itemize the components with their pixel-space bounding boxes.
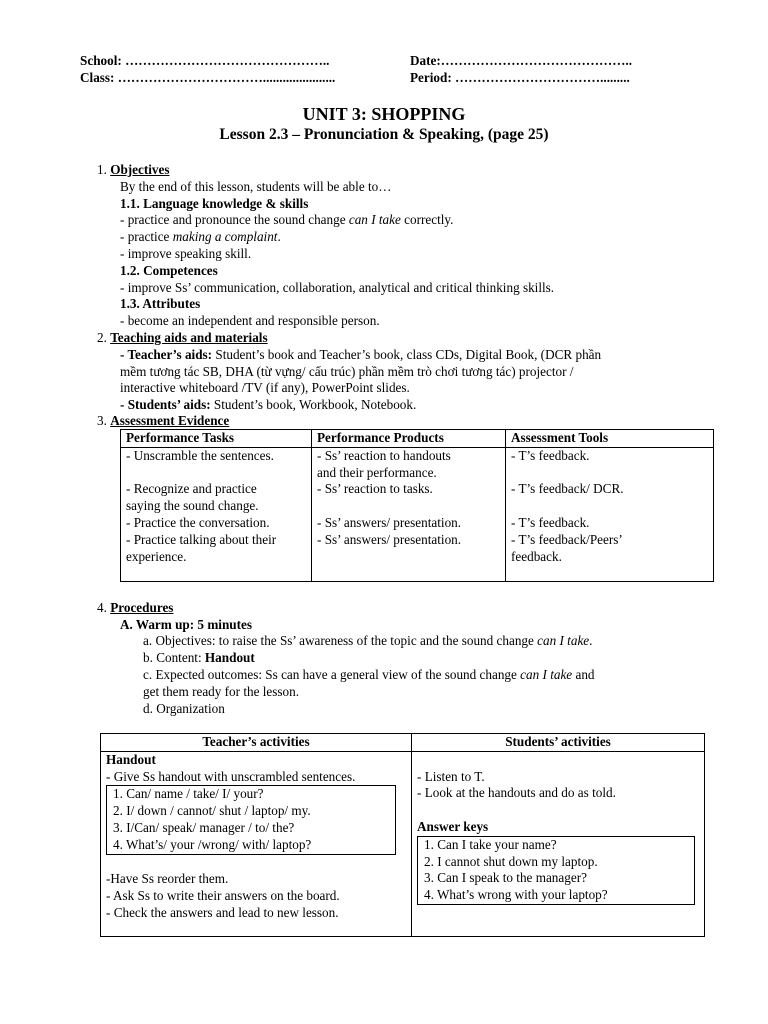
section-1-3: 1.3. Attributes: [120, 296, 201, 311]
objective-line-3: - improve speaking skill.: [120, 246, 252, 261]
class-field: [80, 69, 335, 86]
scrambled-sentence: 1. Can/ name / take/ I/ your?: [113, 786, 264, 802]
answer-key: 3. Can I speak to the manager?: [424, 870, 587, 886]
students-aids-label: - Students’ aids:: [120, 397, 211, 412]
date-dots: ……………………………………..: [440, 53, 632, 68]
tool-line: feedback.: [511, 548, 562, 564]
assessment-heading: [97, 412, 229, 429]
period-label: Period:: [410, 70, 452, 85]
task-line: - Practice the conversation.: [126, 514, 270, 530]
school-field: [80, 52, 329, 69]
give-handout-line: - Give Ss handout with unscrambled sentences.: [106, 768, 356, 784]
answer-keys-box: [417, 836, 695, 905]
students-activities-cell: [412, 751, 705, 936]
product-line: - Ss’ answers/ presentation.: [317, 514, 462, 530]
activities-table: [100, 733, 705, 937]
teacher-aids-line-2: mềm tương tác SB, DHA (từ vựng/ cấu trúc) phần mềm trò chơi tương tác) projector /: [120, 364, 574, 379]
objectives-heading: [97, 161, 170, 178]
assessment-header-tasks: Performance Tasks: [121, 430, 312, 448]
student-step: - Listen to T.: [417, 768, 485, 784]
objective-line-2-text: - practice: [120, 229, 173, 244]
warmup-objectives-end: .: [589, 633, 593, 648]
warmup-organization: d. Organization: [143, 701, 225, 716]
students-aids-text: Student’s book, Workbook, Notebook.: [210, 397, 417, 412]
objectives-title: Objectives: [110, 162, 170, 177]
scrambled-sentence: 2. I/ down / cannot/ shut / laptop/ my.: [113, 803, 311, 819]
teacher-step: -Have Ss reorder them.: [106, 871, 229, 887]
students-activities-header: Students’ activities: [412, 734, 705, 752]
objective-line-2-em: making a complaint: [172, 229, 278, 244]
products-cell: [312, 447, 506, 581]
date-field: [410, 52, 632, 69]
date-label: Date:: [410, 53, 441, 68]
teacher-aids-text: Student’s book and Teacher’s book, class CDs, Digital Book, (DCR phần: [212, 347, 602, 362]
objective-line-1-text: - practice and pronounce the sound change: [120, 212, 349, 227]
warmup-outcomes-em: can I take: [520, 667, 573, 682]
students-aids-line: [120, 396, 416, 413]
answer-key: 4. What’s wrong with your laptop?: [424, 887, 608, 903]
warmup-outcomes-line-2: get them ready for the lesson.: [143, 684, 300, 699]
class-dots: ……………………………......................: [114, 70, 336, 85]
task-line: - Practice talking about their: [126, 531, 277, 547]
answer-key: 2. I cannot shut down my laptop.: [424, 853, 598, 869]
assessment-table: [120, 429, 714, 582]
tasks-cell: [121, 447, 312, 581]
assessment-header-tools: Assessment Tools: [506, 430, 714, 448]
period-dots: …………………………….........: [451, 70, 630, 85]
assessment-title: Assessment Evidence: [110, 413, 230, 428]
teacher-activities-header: Teacher’s activities: [101, 734, 412, 752]
aids-number: 2.: [97, 330, 111, 345]
warmup-outcomes: [143, 666, 595, 683]
scrambled-sentence: 3. I/Can/ speak/ manager / to/ the?: [113, 819, 295, 835]
task-line: - Recognize and practice: [126, 481, 257, 497]
school-label: School:: [80, 53, 122, 68]
warmup-content-label: b. Content:: [143, 650, 205, 665]
handout-label: Handout: [106, 751, 156, 767]
objectives-number: 1.: [97, 162, 111, 177]
objective-line-1: [120, 211, 453, 228]
competences-line: - improve Ss’ communication, collaboration, analytical and critical thinking skills.: [120, 280, 555, 295]
teacher-aids-label: - Teacher’s aids:: [120, 347, 213, 362]
procedures-title: Procedures: [110, 600, 174, 615]
tool-line: - T’s feedback.: [511, 514, 590, 530]
product-line: - Ss’ reaction to handouts: [317, 447, 451, 463]
procedures-number: 4.: [97, 600, 111, 615]
product-line: - Ss’ reaction to tasks.: [317, 481, 433, 497]
aids-heading: [97, 329, 268, 346]
teacher-aids-line-3: interactive whiteboard /TV (if any), PowerPoint slides.: [120, 380, 410, 395]
objectives-intro: By the end of this lesson, students will be able to…: [120, 179, 392, 194]
teacher-step: - Check the answers and lead to new lesson.: [106, 904, 339, 920]
school-dots: ………………………………………..: [121, 53, 330, 68]
objective-line-1-em: can I take: [348, 212, 401, 227]
warmup-objectives-em: can I take: [537, 633, 590, 648]
warmup-content: [143, 649, 255, 666]
assessment-number: 3.: [97, 413, 111, 428]
class-label: Class:: [80, 70, 115, 85]
scrambled-sentence: 4. What’s/ your /wrong/ with/ laptop?: [113, 836, 312, 852]
teacher-step: - Ask Ss to write their answers on the board.: [106, 888, 340, 904]
aids-title: Teaching aids and materials: [110, 330, 268, 345]
warmup-heading: A. Warm up: 5 minutes: [120, 617, 253, 632]
task-line: saying the sound change.: [126, 498, 259, 514]
scrambled-sentences-box: [106, 785, 396, 854]
attributes-line: - become an independent and responsible person.: [120, 313, 380, 328]
task-line: experience.: [126, 548, 187, 564]
warmup-content-value: Handout: [204, 650, 255, 665]
student-step: - Look at the handouts and do as told.: [417, 785, 616, 801]
product-line: - Ss’ answers/ presentation.: [317, 531, 462, 547]
procedures-heading: [97, 599, 173, 616]
page-title: UNIT 3: SHOPPING: [302, 104, 466, 124]
tool-line: - T’s feedback/Peers’: [511, 531, 623, 547]
tool-line: - T’s feedback/ DCR.: [511, 481, 624, 497]
answer-key: 1. Can I take your name?: [424, 836, 557, 852]
period-field: [410, 69, 630, 86]
objective-line-1-end: correctly.: [400, 212, 454, 227]
objective-line-2-end: .: [277, 229, 281, 244]
tool-line: - T’s feedback.: [511, 447, 590, 463]
lesson-subtitle: Lesson 2.3 – Pronunciation & Speaking, (page 25): [219, 126, 549, 143]
warmup-objectives-text: a. Objectives: to raise the Ss’ awareness of the topic and the sound change: [143, 633, 538, 648]
answer-keys-label: Answer keys: [417, 818, 489, 834]
tools-cell: [506, 447, 714, 581]
warmup-objectives: [143, 632, 592, 649]
task-line: - Unscramble the sentences.: [126, 447, 274, 463]
warmup-outcomes-end: and: [572, 667, 595, 682]
teacher-activities-cell: [101, 751, 412, 936]
section-1-2: 1.2. Competences: [120, 263, 218, 278]
teacher-aids-line-1: [120, 346, 601, 363]
objective-line-2: [120, 228, 281, 245]
section-1-1: 1.1. Language knowledge & skills: [120, 196, 309, 211]
product-line: and their performance.: [317, 464, 437, 480]
assessment-header-products: Performance Products: [312, 430, 506, 448]
warmup-outcomes-text: c. Expected outcomes: Ss can have a general view of the sound change: [143, 667, 521, 682]
